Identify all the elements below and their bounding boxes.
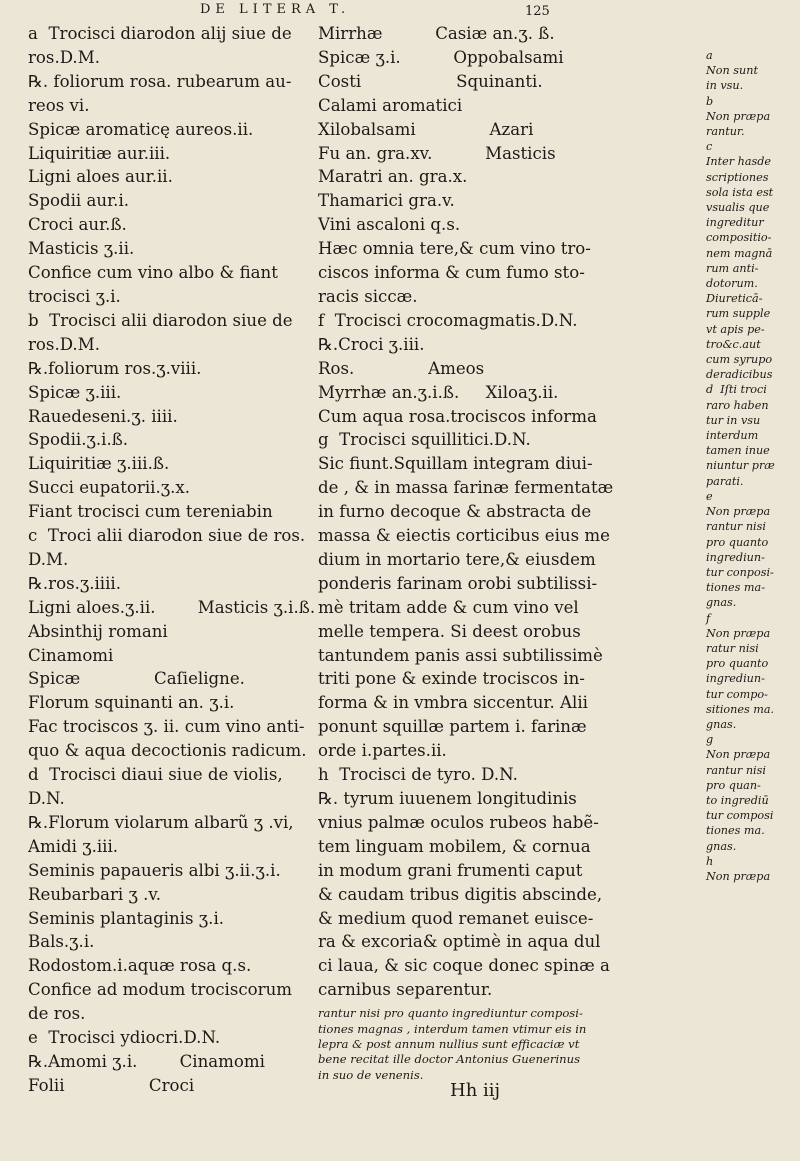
margin-note-line: tamen inue bbox=[706, 444, 770, 458]
margin-note-line: scriptiones bbox=[706, 170, 769, 184]
page-header bbox=[0, 2, 800, 24]
text-line: D.M. bbox=[28, 549, 69, 569]
text-line: ℞.Croci ʒ.iii. bbox=[318, 334, 425, 354]
text-line: vnius palmæ oculos rubeos habẽ- bbox=[318, 812, 599, 832]
margin-note-line: Non sunt bbox=[706, 64, 758, 78]
text-line: e Trocisci ydiocri.D.N. bbox=[28, 1028, 221, 1048]
text-line: Reubarbari ʒ .v. bbox=[28, 884, 162, 904]
text-line: Spodii.ʒ.i.ß. bbox=[28, 430, 129, 450]
margin-note-line: pro quanto bbox=[706, 657, 769, 671]
margin-note-line: nem magnā bbox=[706, 246, 773, 260]
text-line: Hæc omnia tere,& cum vino tro- bbox=[318, 239, 591, 259]
margin-note-line: tro&c.aut bbox=[706, 337, 761, 351]
margin-note-line: tur conposi- bbox=[706, 565, 774, 579]
text-line: Seminis papaueris albi ʒ.ii.ʒ.i. bbox=[28, 860, 281, 880]
margin-note-line: sola ista est bbox=[706, 185, 774, 199]
text-line: Bals.ʒ.i. bbox=[28, 932, 95, 952]
text-line: f Trocisci crocomagmatis.D.N. bbox=[318, 310, 578, 330]
margin-note-line: rum anti- bbox=[706, 261, 759, 275]
margin-note-line: interdum bbox=[706, 429, 759, 443]
margin-note-line: Non præpa bbox=[706, 109, 771, 123]
text-line: Confice cum vino albo & fiant bbox=[28, 263, 278, 283]
margin-note-line: tur compo- bbox=[706, 687, 768, 701]
footnote-line: in suo de venenis. bbox=[318, 1067, 424, 1082]
text-line: tantundem panis assi subtilissimè bbox=[318, 645, 603, 665]
text-line: ℞.foliorum ros.ʒ.viii. bbox=[28, 358, 202, 378]
margin-note-line: Inter hasde bbox=[706, 155, 772, 169]
text-line: massa & eiectis corticibus eius me bbox=[318, 526, 610, 546]
footnote-line: rantur nisi pro quanto ingrediuntur composi- bbox=[318, 1006, 583, 1021]
text-line: de ros. bbox=[28, 1004, 86, 1024]
margin-note-line: Non præpa bbox=[706, 869, 771, 883]
margin-note-line: niuntur præ bbox=[706, 459, 775, 473]
margin-note-line: raro haben bbox=[706, 398, 769, 412]
margin-notes bbox=[706, 48, 800, 884]
margin-note-line: tiones ma- bbox=[706, 581, 765, 595]
text-line: Rodostom.i.aquæ rosa q.s. bbox=[28, 956, 252, 976]
text-line: D.N. bbox=[28, 789, 65, 808]
page-number: 125 bbox=[525, 4, 550, 19]
text-line: Liquiritiæ aur.iii. bbox=[28, 143, 171, 163]
margin-note-line: compositio- bbox=[706, 231, 772, 245]
text-line: Spicæ ʒ.iii. bbox=[28, 382, 122, 402]
margin-note-line: rantur nisi bbox=[706, 763, 766, 777]
text-line: melle tempera. Si deest orobus bbox=[318, 621, 581, 641]
text-line: b Trocisci alii diarodon siue de bbox=[28, 310, 293, 330]
margin-note-line: to ingrediū bbox=[706, 793, 769, 807]
text-line: ℞. tyrum iuuenem longitudinis bbox=[318, 789, 577, 808]
text-line: Ligni aloes.ʒ.ii. Masticis ʒ.i.ß. bbox=[28, 597, 316, 617]
text-line: Calami aromatici bbox=[318, 95, 463, 115]
text-line: in modum grani frumenti caput bbox=[318, 860, 583, 880]
text-line: ℞.Florum violarum albarũ ʒ .vi, bbox=[28, 812, 294, 832]
text-line: Xilobalsami Azari bbox=[318, 119, 534, 139]
text-line: ci laua, & sic coque donec spinæ a bbox=[318, 956, 610, 976]
text-line: & caudam tribus digitis abscinde, bbox=[318, 884, 603, 904]
text-line: ℞. foliorum rosa. rubearum au- bbox=[28, 71, 292, 91]
text-line: Spicæ aromaticę aureos.ii. bbox=[28, 119, 254, 139]
margin-note-line: pro quan- bbox=[706, 778, 761, 792]
footnote bbox=[318, 1006, 703, 1083]
margin-note-line: pro quanto bbox=[706, 535, 769, 549]
text-line: d Trocisci diaui siue de violis, bbox=[28, 765, 283, 785]
text-line: & medium quod remanet euisce- bbox=[318, 908, 594, 928]
margin-note-line: cum syrupo bbox=[706, 353, 773, 367]
margin-note-line: dotorum. bbox=[706, 277, 758, 291]
text-line: Florum squinanti an. ʒ.i. bbox=[28, 693, 235, 713]
text-line: Myrrhæ an.ʒ.i.ß. Xiloaʒ.ii. bbox=[318, 382, 559, 402]
text-line: Confice ad modum trociscorum bbox=[28, 980, 293, 1000]
text-line: racis siccæ. bbox=[318, 286, 418, 306]
text-line: Ros. Ameos bbox=[318, 358, 485, 378]
text-line: Thamarici gra.v. bbox=[318, 191, 455, 211]
text-line: Seminis plantaginis ʒ.i. bbox=[28, 908, 225, 928]
text-line: ℞.ros.ʒ.iiii. bbox=[28, 573, 122, 593]
margin-note-line: parati. bbox=[706, 474, 744, 488]
text-line: Fiant trocisci cum tereniabin bbox=[28, 502, 273, 522]
text-line: ponunt squillæ partem i. farinæ bbox=[318, 717, 587, 737]
text-line: Folii Croci bbox=[28, 1075, 195, 1095]
text-line: Succi eupatorii.ʒ.x. bbox=[28, 478, 190, 498]
text-line: Masticis ʒ.ii. bbox=[28, 239, 135, 259]
margin-note-line: ingrediun- bbox=[706, 550, 765, 564]
margin-note-line: e bbox=[706, 489, 713, 503]
margin-note-line: ingreditur bbox=[706, 216, 764, 230]
text-line: g Trocisci squillitici.D.N. bbox=[318, 430, 531, 450]
margin-note-line: Non præpa bbox=[706, 626, 771, 640]
margin-note-line: in vsu. bbox=[706, 79, 744, 93]
margin-note-line: Diureticā- bbox=[706, 292, 763, 306]
margin-note-line: g bbox=[706, 733, 714, 747]
text-line: mè tritam adde & cum vino vel bbox=[318, 597, 579, 617]
margin-note-line: tur composi bbox=[706, 809, 774, 823]
running-title: DE LITERA T. bbox=[200, 2, 351, 17]
text-line: Spicæ ʒ.i. Oppobalsami bbox=[318, 47, 564, 67]
text-line: c Troci alii diarodon siue de ros. bbox=[28, 526, 306, 546]
text-line: quo & aqua decoctionis radicum. bbox=[28, 741, 307, 761]
text-line: Amidi ʒ.iii. bbox=[28, 836, 119, 856]
text-line: Ligni aloes aur.ii. bbox=[28, 167, 173, 187]
text-line: Liquiritiæ ʒ.iii.ß. bbox=[28, 454, 170, 474]
margin-note-line: c bbox=[706, 140, 713, 154]
text-line: de , & in massa farinæ fermentatæ bbox=[318, 478, 614, 498]
text-line: Croci aur.ß. bbox=[28, 215, 127, 235]
text-line: ℞.Amomi ʒ.i. Cinamomi bbox=[28, 1051, 265, 1071]
text-line: reos vi. bbox=[28, 95, 90, 115]
text-line: tem linguam mobilem, & cornua bbox=[318, 836, 591, 856]
margin-note-line: tiones ma. bbox=[706, 824, 765, 838]
margin-note-line: ingrediun- bbox=[706, 672, 765, 686]
text-line: Spicæ Caſieligne. bbox=[28, 669, 245, 689]
text-line: orde i.partes.ii. bbox=[318, 741, 447, 761]
margin-note-line: rantur. bbox=[706, 125, 745, 139]
margin-note-line: sitiones ma. bbox=[706, 702, 775, 716]
signature-mark: Hh iij bbox=[450, 1080, 501, 1101]
footnote-line: bene recitat ille doctor Antonius Guenerinus bbox=[318, 1052, 581, 1067]
text-line: ra & excoria& optimè in aqua dul bbox=[318, 932, 601, 952]
text-line: Cinamomi bbox=[28, 645, 114, 665]
margin-note-line: gnas. bbox=[706, 717, 737, 731]
margin-note-line: vt apis pe- bbox=[706, 322, 765, 336]
margin-note-line: b bbox=[706, 94, 714, 108]
text-line: Vini ascaloni q.s. bbox=[318, 215, 461, 235]
left-column bbox=[28, 22, 328, 1098]
margin-note-line: rantur nisi bbox=[706, 520, 766, 534]
middle-column bbox=[318, 22, 703, 1083]
text-line: carnibus separentur. bbox=[318, 980, 493, 1000]
text-line: Cum aqua rosa.trociscos informa bbox=[318, 406, 597, 426]
margin-note-line: deradicibus bbox=[706, 368, 773, 382]
margin-note-line: rum supple bbox=[706, 307, 771, 321]
margin-note-line: ratur nisi bbox=[706, 641, 759, 655]
text-line: ros.D.M. bbox=[28, 47, 100, 67]
text-line: triti pone & exinde trociscos in- bbox=[318, 669, 585, 689]
text-line: h Trocisci de tyro. D.N. bbox=[318, 765, 518, 785]
margin-note-line: d Iſti troci bbox=[706, 383, 767, 397]
text-line: Maratri an. gra.x. bbox=[318, 167, 468, 187]
footnote-line: lepra & post annum nullius sunt efficaciæ vt bbox=[318, 1036, 580, 1051]
margin-note-line: gnas. bbox=[706, 839, 737, 853]
margin-note-line: Non præpa bbox=[706, 748, 771, 762]
margin-note-line: Non præpa bbox=[706, 505, 771, 519]
text-line: ciscos informa & cum fumo sto- bbox=[318, 263, 585, 283]
margin-note-line: vsualis que bbox=[706, 201, 770, 215]
margin-note-line: tur in vsu bbox=[706, 413, 761, 427]
text-line: Spodii aur.i. bbox=[28, 191, 130, 211]
text-line: in furno decoque & abstracta de bbox=[318, 502, 592, 522]
text-line: ponderis farinam orobi subtilissi- bbox=[318, 573, 598, 593]
text-line: forma & in vmbra siccentur. Alii bbox=[318, 693, 588, 713]
margin-note-line: h bbox=[706, 854, 714, 868]
text-line: Fac trociscos ʒ. ii. cum vino anti- bbox=[28, 717, 305, 737]
margin-note-line: f bbox=[706, 611, 711, 625]
text-line: Fu an. gra.xv. Masticis bbox=[318, 143, 556, 163]
middle-column-text bbox=[318, 22, 703, 1002]
margin-note-line: a bbox=[706, 49, 713, 62]
text-line: a Trocisci diarodon alij siue de bbox=[28, 24, 292, 43]
text-line: dium in mortario tere,& eiusdem bbox=[318, 549, 596, 569]
text-line: Sic fiunt.Squillam integram diui- bbox=[318, 454, 593, 474]
text-line: Rauedeseni.ʒ. iiii. bbox=[28, 406, 178, 426]
text-line: ros.D.M. bbox=[28, 334, 100, 354]
margin-note-line: gnas. bbox=[706, 596, 737, 610]
text-line: trocisci ʒ.i. bbox=[28, 286, 121, 306]
text-line: Costi Squinanti. bbox=[318, 71, 543, 91]
text-line: Absinthij romani bbox=[28, 621, 168, 641]
footnote-line: tiones magnas , interdum tamen vtimur eis in bbox=[318, 1021, 587, 1036]
text-line: Mirrhæ Casiæ an.ʒ. ß. bbox=[318, 24, 555, 43]
